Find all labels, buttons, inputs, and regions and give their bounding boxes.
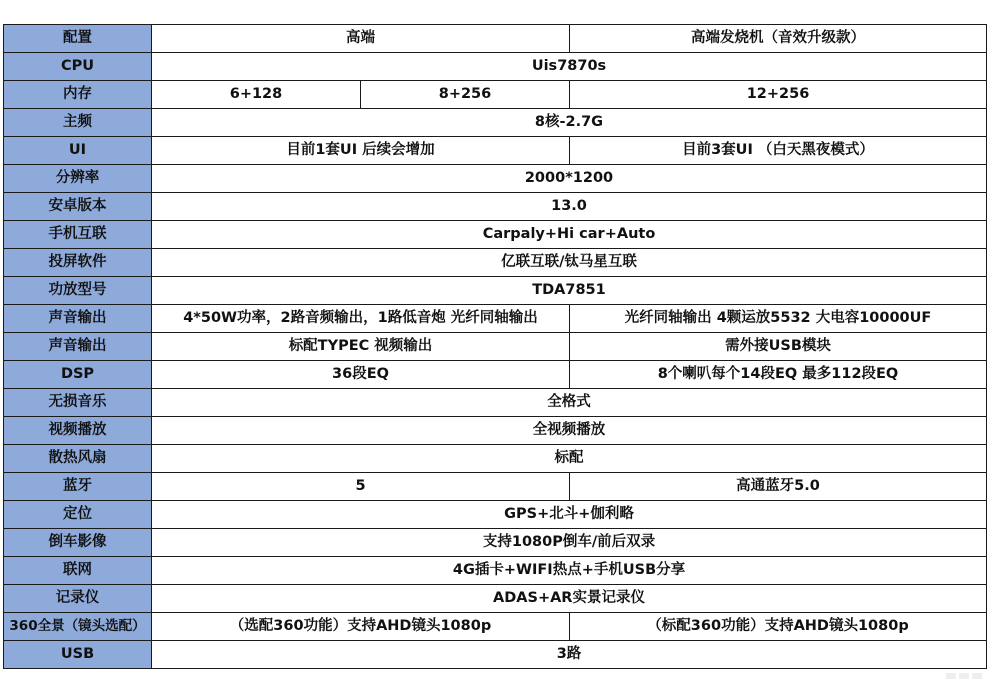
row-label: 主频 xyxy=(4,109,152,137)
table-row xyxy=(4,25,987,53)
row-value: GPS+北斗+伽利略 xyxy=(152,501,987,529)
row-label: UI xyxy=(4,137,152,165)
row-label: 声音输出 xyxy=(4,333,152,361)
row-value: 6+128 xyxy=(152,81,361,109)
row-label: 散热风扇 xyxy=(4,445,152,473)
row-label: 记录仪 xyxy=(4,585,152,613)
row-label: USB xyxy=(4,641,152,669)
row-label: 无损音乐 xyxy=(4,389,152,417)
row-value: 亿联互联/钛马星互联 xyxy=(152,249,987,277)
table-row xyxy=(4,137,987,165)
row-value: 目前3套UI （白天黑夜模式） xyxy=(570,137,987,165)
row-label: 联网 xyxy=(4,557,152,585)
row-label: 投屏软件 xyxy=(4,249,152,277)
table-row xyxy=(4,193,987,221)
table-row xyxy=(4,361,987,389)
row-value: 4*50W功率，2路音频输出，1路低音炮 光纤同轴输出 xyxy=(152,305,570,333)
spec-table xyxy=(3,24,987,669)
row-value: 高通蓝牙5.0 xyxy=(570,473,987,501)
row-value: 标配TYPEC 视频输出 xyxy=(152,333,570,361)
row-value: 8核-2.7G xyxy=(152,109,987,137)
row-label: CPU xyxy=(4,53,152,81)
watermark xyxy=(946,664,994,672)
row-label: 360全景（镜头选配） xyxy=(4,613,152,641)
table-row xyxy=(4,417,987,445)
row-value: 3路 xyxy=(152,641,987,669)
row-label: 手机互联 xyxy=(4,221,152,249)
table-row xyxy=(4,109,987,137)
row-label: 功放型号 xyxy=(4,277,152,305)
row-value: 8个喇叭每个14段EQ 最多112段EQ xyxy=(570,361,987,389)
row-value: 4G插卡+WIFI热点+手机USB分享 xyxy=(152,557,987,585)
row-value: 光纤同轴输出 4颗运放5532 大电容10000UF xyxy=(570,305,987,333)
row-label: 内存 xyxy=(4,81,152,109)
table-row xyxy=(4,641,987,669)
row-value: 2000*1200 xyxy=(152,165,987,193)
table-row xyxy=(4,81,987,109)
table-row xyxy=(4,501,987,529)
row-value: 需外接USB模块 xyxy=(570,333,987,361)
table-row xyxy=(4,585,987,613)
row-value: TDA7851 xyxy=(152,277,987,305)
row-value: 目前1套UI 后续会增加 xyxy=(152,137,570,165)
row-value: 5 xyxy=(152,473,570,501)
table-row xyxy=(4,165,987,193)
row-value: 标配 xyxy=(152,445,987,473)
row-label: 分辨率 xyxy=(4,165,152,193)
table-row xyxy=(4,249,987,277)
row-label: 倒车影像 xyxy=(4,529,152,557)
row-value: Carpaly+Hi car+Auto xyxy=(152,221,987,249)
row-value: 8+256 xyxy=(361,81,570,109)
row-label: 定位 xyxy=(4,501,152,529)
table-row xyxy=(4,277,987,305)
row-value: 13.0 xyxy=(152,193,987,221)
row-label: DSP xyxy=(4,361,152,389)
table-row xyxy=(4,305,987,333)
table-row xyxy=(4,613,987,641)
row-label: 蓝牙 xyxy=(4,473,152,501)
table-row xyxy=(4,221,987,249)
row-value: （标配360功能）支持AHD镜头1080p xyxy=(570,613,987,641)
table-row xyxy=(4,557,987,585)
table-row xyxy=(4,473,987,501)
row-value: 全视频播放 xyxy=(152,417,987,445)
row-value: 全格式 xyxy=(152,389,987,417)
table-row xyxy=(4,53,987,81)
row-value: 支持1080P倒车/前后双录 xyxy=(152,529,987,557)
table-row xyxy=(4,529,987,557)
row-value: （选配360功能）支持AHD镜头1080p xyxy=(152,613,570,641)
row-label: 配置 xyxy=(4,25,152,53)
row-value: ADAS+AR实景记录仪 xyxy=(152,585,987,613)
row-value: 36段EQ xyxy=(152,361,570,389)
row-value: 高端 xyxy=(152,25,570,53)
table-row xyxy=(4,389,987,417)
row-value: 高端发烧机（音效升级款） xyxy=(570,25,987,53)
row-label: 安卓版本 xyxy=(4,193,152,221)
row-value: Uis7870s xyxy=(152,53,987,81)
row-value: 12+256 xyxy=(570,81,987,109)
row-label: 声音输出 xyxy=(4,305,152,333)
table-row xyxy=(4,445,987,473)
row-label: 视频播放 xyxy=(4,417,152,445)
table-row xyxy=(4,333,987,361)
